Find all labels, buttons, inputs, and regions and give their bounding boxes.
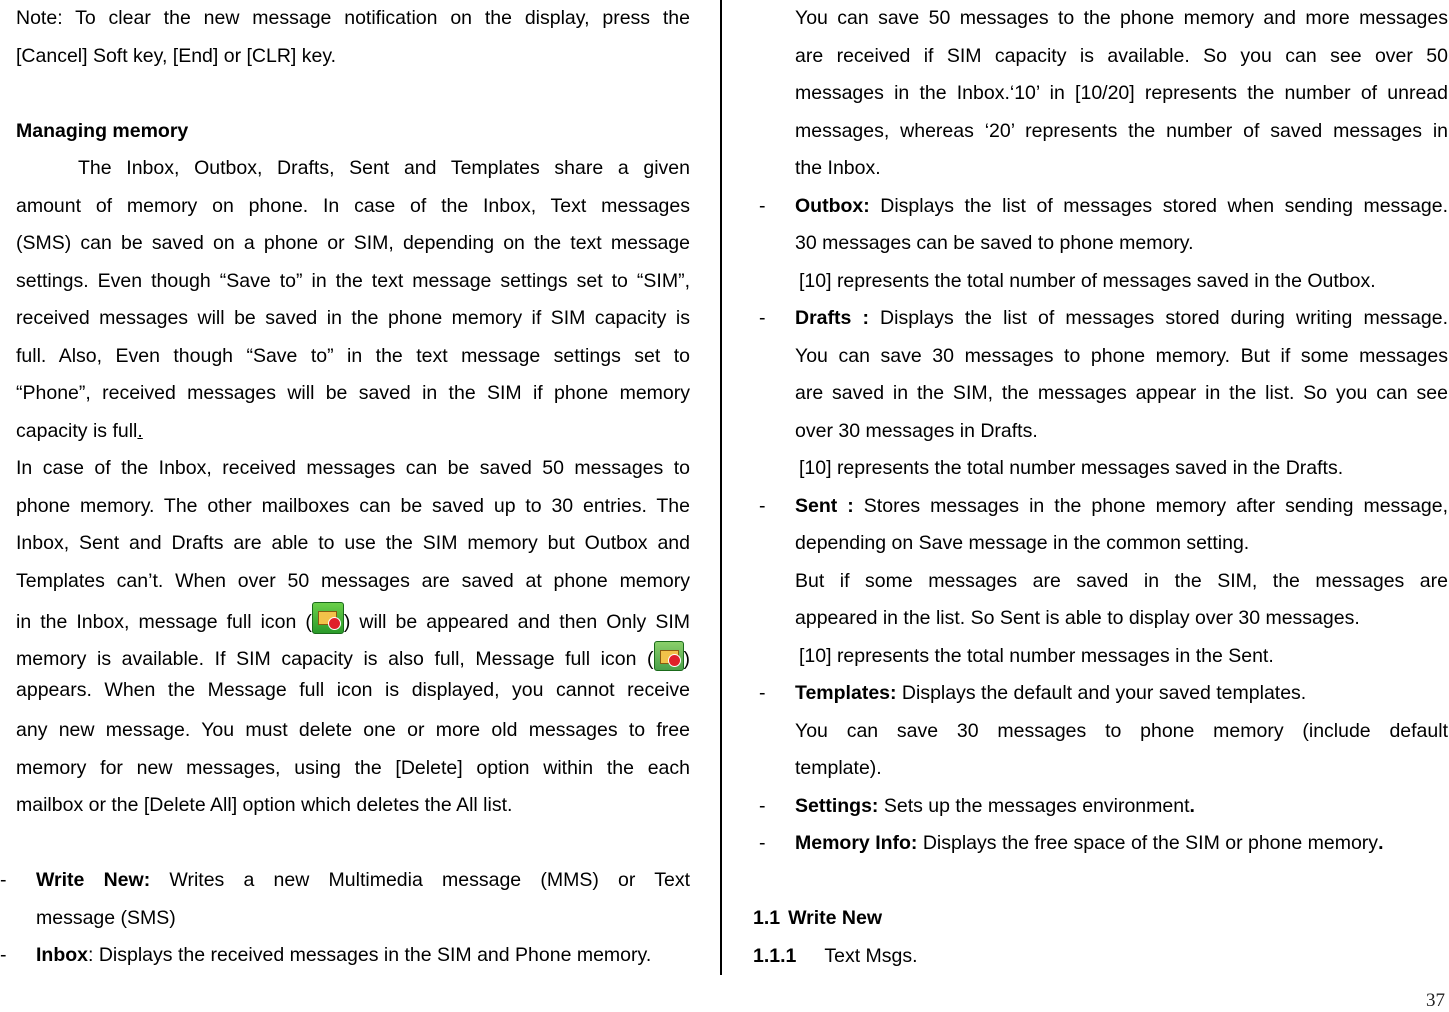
paragraph-line: template). — [795, 757, 882, 779]
paragraph-line: any new message. You must delete one or more old messages to free — [16, 719, 690, 741]
list-item-inbox: - Inbox: Displays the received messages in the SIM and Phone memory. — [0, 944, 652, 966]
paragraph-line: over 30 messages in Drafts. — [795, 419, 1038, 442]
blank-line — [16, 825, 690, 863]
list-item-write-new: - Write New: Writes a new Multimedia message (MMS) or Text — [0, 869, 690, 891]
paragraph-line: (SMS) can be saved on a phone or SIM, depending on the text message — [16, 232, 690, 254]
section-heading-write-new: 1.1 Write New — [753, 907, 883, 929]
paragraph-line: appears. When the Message full icon is displayed, you cannot receive — [16, 679, 690, 701]
intro-line-1: Note: To clear the new message notification on the display, press the — [16, 7, 690, 29]
list-item-outbox: - Outbox: Displays the list of messages stored when sending message. — [759, 194, 1448, 217]
paragraph-line: memory for new messages, using the [Delete] option within the each — [16, 756, 690, 779]
paragraph-line: memory is available. If SIM capacity is also full, Message full icon ( ) — [16, 639, 690, 675]
paragraph-line: You can save 30 messages to phone memory. But if some messages — [795, 344, 1448, 367]
paragraph-line: the Inbox. — [795, 157, 881, 179]
paragraph-line: amount of memory on phone. In case of the Inbox, Text messages — [16, 194, 690, 217]
paragraph-line: received messages will be saved in the phone memory if SIM capacity is — [16, 307, 690, 329]
paragraph-line: appeared in the list. So Sent is able to display over 30 messages. — [795, 607, 1360, 629]
paragraph-line: [10] represents the total number messages in the Sent. — [799, 644, 1274, 667]
left-column — [0, 0, 690, 975]
paragraph-line: Inbox, Sent and Drafts are able to use the SIM memory but Outbox and — [16, 532, 690, 554]
blank-line — [753, 863, 1448, 901]
subsection-heading-text-msgs: 1.1.1 Text Msgs. — [753, 944, 918, 967]
list-item-templates: - Templates: Displays the default and your saved templates. — [759, 682, 1307, 704]
list-item-sent: - Sent : Stores messages in the phone memory after sending message, — [759, 494, 1448, 517]
paragraph-line: “Phone”, received messages will be saved in the SIM if phone memory — [16, 382, 690, 404]
paragraph-line: settings. Even though “Save to” in the text message settings set to “SIM”, — [16, 269, 690, 292]
section-heading: Managing memory — [16, 119, 189, 142]
paragraph-line: capacity is full. — [16, 419, 143, 442]
paragraph-line: Templates can’t. When over 50 messages are saved at phone memory — [16, 569, 690, 592]
paragraph-line: depending on Save message in the common setting. — [795, 532, 1250, 554]
paragraph-line: The Inbox, Outbox, Drafts, Sent and Templates share a given — [78, 157, 690, 179]
paragraph-line: [10] represents the total number of messages saved in the Outbox. — [799, 269, 1376, 292]
paragraph-line: 30 messages can be saved to phone memory. — [795, 232, 1194, 254]
paragraph-line: full. Also, Even though “Save to” in the text message settings set to — [16, 344, 690, 367]
list-item-continuation: message (SMS) — [36, 906, 176, 929]
paragraph-line: messages, whereas ‘20’ represents the number of saved messages in — [795, 119, 1448, 142]
paragraph-line: in the Inbox, message full icon ( ) will be appeared and then Only SIM — [16, 600, 690, 639]
paragraph-line: messages in the Inbox.‘10’ in [10/20] represents the number of unread — [795, 82, 1448, 104]
list-item-settings: - Settings: Sets up the messages environment. — [759, 794, 1195, 817]
paragraph-line: You can save 30 messages to phone memory (include default — [795, 719, 1448, 742]
column-divider — [720, 0, 722, 975]
right-column — [753, 0, 1448, 975]
paragraph-line: In case of the Inbox, received messages can be saved 50 messages to — [16, 457, 690, 479]
message-full-icon — [312, 602, 344, 634]
list-item-memory-info: - Memory Info: Displays the free space of the SIM or phone memory. — [759, 832, 1384, 854]
paragraph-line: phone memory. The other mailboxes can be saved up to 30 entries. The — [16, 494, 690, 517]
sim-message-full-icon — [654, 641, 684, 671]
blank-line — [16, 75, 690, 113]
page-number: 37 — [1426, 990, 1445, 1011]
paragraph-line: You can save 50 messages to the phone memory and more messages — [795, 7, 1448, 29]
intro-line-2: [Cancel] Soft key, [End] or [CLR] key. — [16, 44, 337, 67]
paragraph-line: are received if SIM capacity is available. So you can see over 50 — [795, 44, 1448, 67]
paragraph-line: [10] represents the total number messages saved in the Drafts. — [799, 457, 1344, 479]
list-item-drafts: - Drafts : Displays the list of messages stored during writing message. — [759, 307, 1448, 329]
paragraph-line: mailbox or the [Delete All] option which deletes the All list. — [16, 794, 513, 816]
paragraph-line: But if some messages are saved in the SIM, the messages are — [795, 569, 1448, 592]
paragraph-line: are saved in the SIM, the messages appear in the list. So you can see — [795, 382, 1448, 404]
